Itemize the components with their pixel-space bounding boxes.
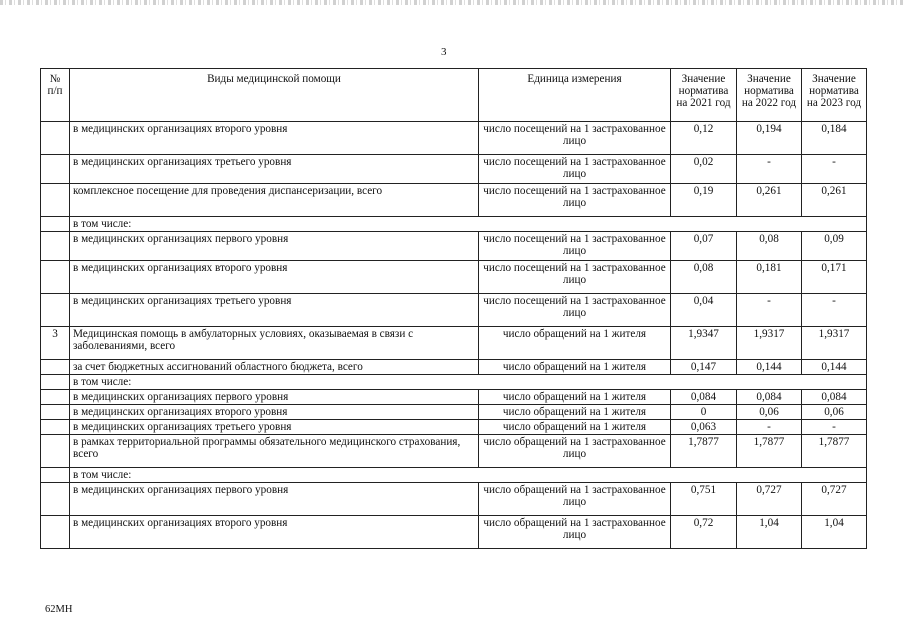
table-section-label-row [41, 217, 867, 232]
value-2023-cell: 0,084 [802, 390, 867, 405]
unit-cell: число посещений на 1 застрахованное лицо [479, 232, 671, 261]
value-2021-cell: 0,12 [671, 122, 737, 155]
unit-cell: число обращений на 1 застрахованное лицо [479, 483, 671, 516]
page-number: 3 [441, 46, 447, 58]
row-number-cell [41, 232, 70, 261]
table-row [41, 405, 867, 420]
unit-cell: число обращений на 1 жителя [479, 327, 671, 360]
value-2021-cell: 0,147 [671, 360, 737, 375]
value-2023-cell: 0,144 [802, 360, 867, 375]
value-2022-cell: 0,261 [737, 184, 802, 217]
table-row [41, 483, 867, 516]
row-number-cell [41, 294, 70, 327]
care-type-cell: в медицинских организациях второго уровня [70, 122, 479, 155]
header-2022 [737, 69, 802, 122]
row-number-cell [41, 390, 70, 405]
section-label-cell: в том числе: [70, 375, 867, 390]
row-number-cell [41, 468, 70, 483]
value-2022-cell: - [737, 420, 802, 435]
value-2023-cell: 1,9317 [802, 327, 867, 360]
table-row [41, 390, 867, 405]
care-type-cell: в медицинских организациях первого уровня [70, 390, 479, 405]
row-number-cell [41, 155, 70, 184]
table-row [41, 420, 867, 435]
table-row [41, 327, 867, 360]
value-2021-cell: 1,7877 [671, 435, 737, 468]
table-row [41, 184, 867, 217]
value-2023-cell: 0,06 [802, 405, 867, 420]
unit-cell: число обращений на 1 жителя [479, 405, 671, 420]
header-2021-text: Значение норматива на 2021 год [676, 73, 731, 109]
value-2023-cell: - [802, 420, 867, 435]
value-2022-cell: 1,7877 [737, 435, 802, 468]
value-2023-cell: 1,7877 [802, 435, 867, 468]
row-number-cell [41, 483, 70, 516]
value-2022-cell: - [737, 155, 802, 184]
row-number-cell: 3 [41, 327, 70, 360]
value-2023-cell: 0,184 [802, 122, 867, 155]
care-type-cell: в медицинских организациях второго уровня [70, 516, 479, 549]
table-body [41, 122, 867, 549]
row-number-cell [41, 217, 70, 232]
table-row [41, 516, 867, 549]
value-2023-cell: 0,727 [802, 483, 867, 516]
value-2022-cell: - [737, 294, 802, 327]
unit-cell: число обращений на 1 жителя [479, 360, 671, 375]
header-kind-text: Виды медицинской помощи [207, 73, 341, 85]
row-number-cell [41, 420, 70, 435]
value-2021-cell: 0,19 [671, 184, 737, 217]
row-number-cell [41, 184, 70, 217]
value-2022-cell: 0,144 [737, 360, 802, 375]
row-number-cell [41, 435, 70, 468]
value-2022-cell: 0,727 [737, 483, 802, 516]
value-2023-cell: 0,09 [802, 232, 867, 261]
value-2021-cell: 1,9347 [671, 327, 737, 360]
header-kind [70, 69, 479, 122]
care-type-cell: в медицинских организациях первого уровня [70, 232, 479, 261]
scan-edge-artifact [0, 0, 905, 5]
norms-table [40, 68, 867, 549]
value-2022-cell: 1,04 [737, 516, 802, 549]
table-row [41, 155, 867, 184]
care-type-cell: в медицинских организациях третьего уровня [70, 420, 479, 435]
care-type-cell: в медицинских организациях третьего уровня [70, 294, 479, 327]
unit-cell: число обращений на 1 жителя [479, 390, 671, 405]
unit-cell: число посещений на 1 застрахованное лицо [479, 294, 671, 327]
value-2021-cell: 0,084 [671, 390, 737, 405]
table-section-label-row [41, 468, 867, 483]
care-type-cell: в медицинских организациях третьего уровня [70, 155, 479, 184]
table-row [41, 232, 867, 261]
value-2022-cell: 0,08 [737, 232, 802, 261]
table-row [41, 294, 867, 327]
row-number-cell [41, 375, 70, 390]
row-number-cell [41, 261, 70, 294]
value-2023-cell: - [802, 155, 867, 184]
care-type-cell: в медицинских организациях второго уровня [70, 261, 479, 294]
value-2022-cell: 0,194 [737, 122, 802, 155]
care-type-cell: комплексное посещение для проведения диспансеризации, всего [70, 184, 479, 217]
row-number-cell [41, 516, 70, 549]
unit-cell: число обращений на 1 жителя [479, 420, 671, 435]
value-2023-cell: - [802, 294, 867, 327]
header-num-text: № п/п [47, 73, 63, 97]
unit-cell: число посещений на 1 застрахованное лицо [479, 122, 671, 155]
value-2021-cell: 0,751 [671, 483, 737, 516]
care-type-cell: в медицинских организациях первого уровня [70, 483, 479, 516]
value-2021-cell: 0,72 [671, 516, 737, 549]
header-2023-text: Значение норматива на 2023 год [806, 73, 862, 109]
value-2023-cell: 1,04 [802, 516, 867, 549]
unit-cell: число посещений на 1 застрахованное лицо [479, 261, 671, 294]
care-type-cell: в медицинских организациях второго уровня [70, 405, 479, 420]
footer-code: 62МН [45, 604, 73, 615]
table-row [41, 435, 867, 468]
table-header-row [41, 69, 867, 122]
table-row [41, 122, 867, 155]
table-section-label-row [41, 375, 867, 390]
header-2022-text: Значение норматива на 2022 год [741, 73, 797, 109]
value-2021-cell: 0,08 [671, 261, 737, 294]
row-number-cell [41, 405, 70, 420]
value-2021-cell: 0,02 [671, 155, 737, 184]
value-2022-cell: 0,084 [737, 390, 802, 405]
care-type-cell: за счет бюджетных ассигнований областного бюджета, всего [70, 360, 479, 375]
header-2023 [802, 69, 867, 122]
value-2021-cell: 0,063 [671, 420, 737, 435]
section-label-cell: в том числе: [70, 468, 867, 483]
unit-cell: число посещений на 1 застрахованное лицо [479, 184, 671, 217]
section-label-cell: в том числе: [70, 217, 867, 232]
unit-cell: число обращений на 1 застрахованное лицо [479, 516, 671, 549]
value-2023-cell: 0,171 [802, 261, 867, 294]
value-2021-cell: 0 [671, 405, 737, 420]
value-2021-cell: 0,04 [671, 294, 737, 327]
table-row [41, 261, 867, 294]
care-type-cell: в рамках территориальной программы обязательного медицинского страхования, всего [70, 435, 479, 468]
value-2023-cell: 0,261 [802, 184, 867, 217]
row-number-cell [41, 360, 70, 375]
header-2021 [671, 69, 737, 122]
unit-cell: число обращений на 1 застрахованное лицо [479, 435, 671, 468]
unit-cell: число посещений на 1 застрахованное лицо [479, 155, 671, 184]
value-2022-cell: 1,9317 [737, 327, 802, 360]
header-num [41, 69, 70, 122]
care-type-cell: Медицинская помощь в амбулаторных условиях, оказываемая в связи с заболеваниями, всего [70, 327, 479, 360]
header-unit [479, 69, 671, 122]
value-2022-cell: 0,06 [737, 405, 802, 420]
value-2022-cell: 0,181 [737, 261, 802, 294]
row-number-cell [41, 122, 70, 155]
value-2021-cell: 0,07 [671, 232, 737, 261]
table-row [41, 360, 867, 375]
header-unit-text: Единица измерения [527, 73, 622, 85]
